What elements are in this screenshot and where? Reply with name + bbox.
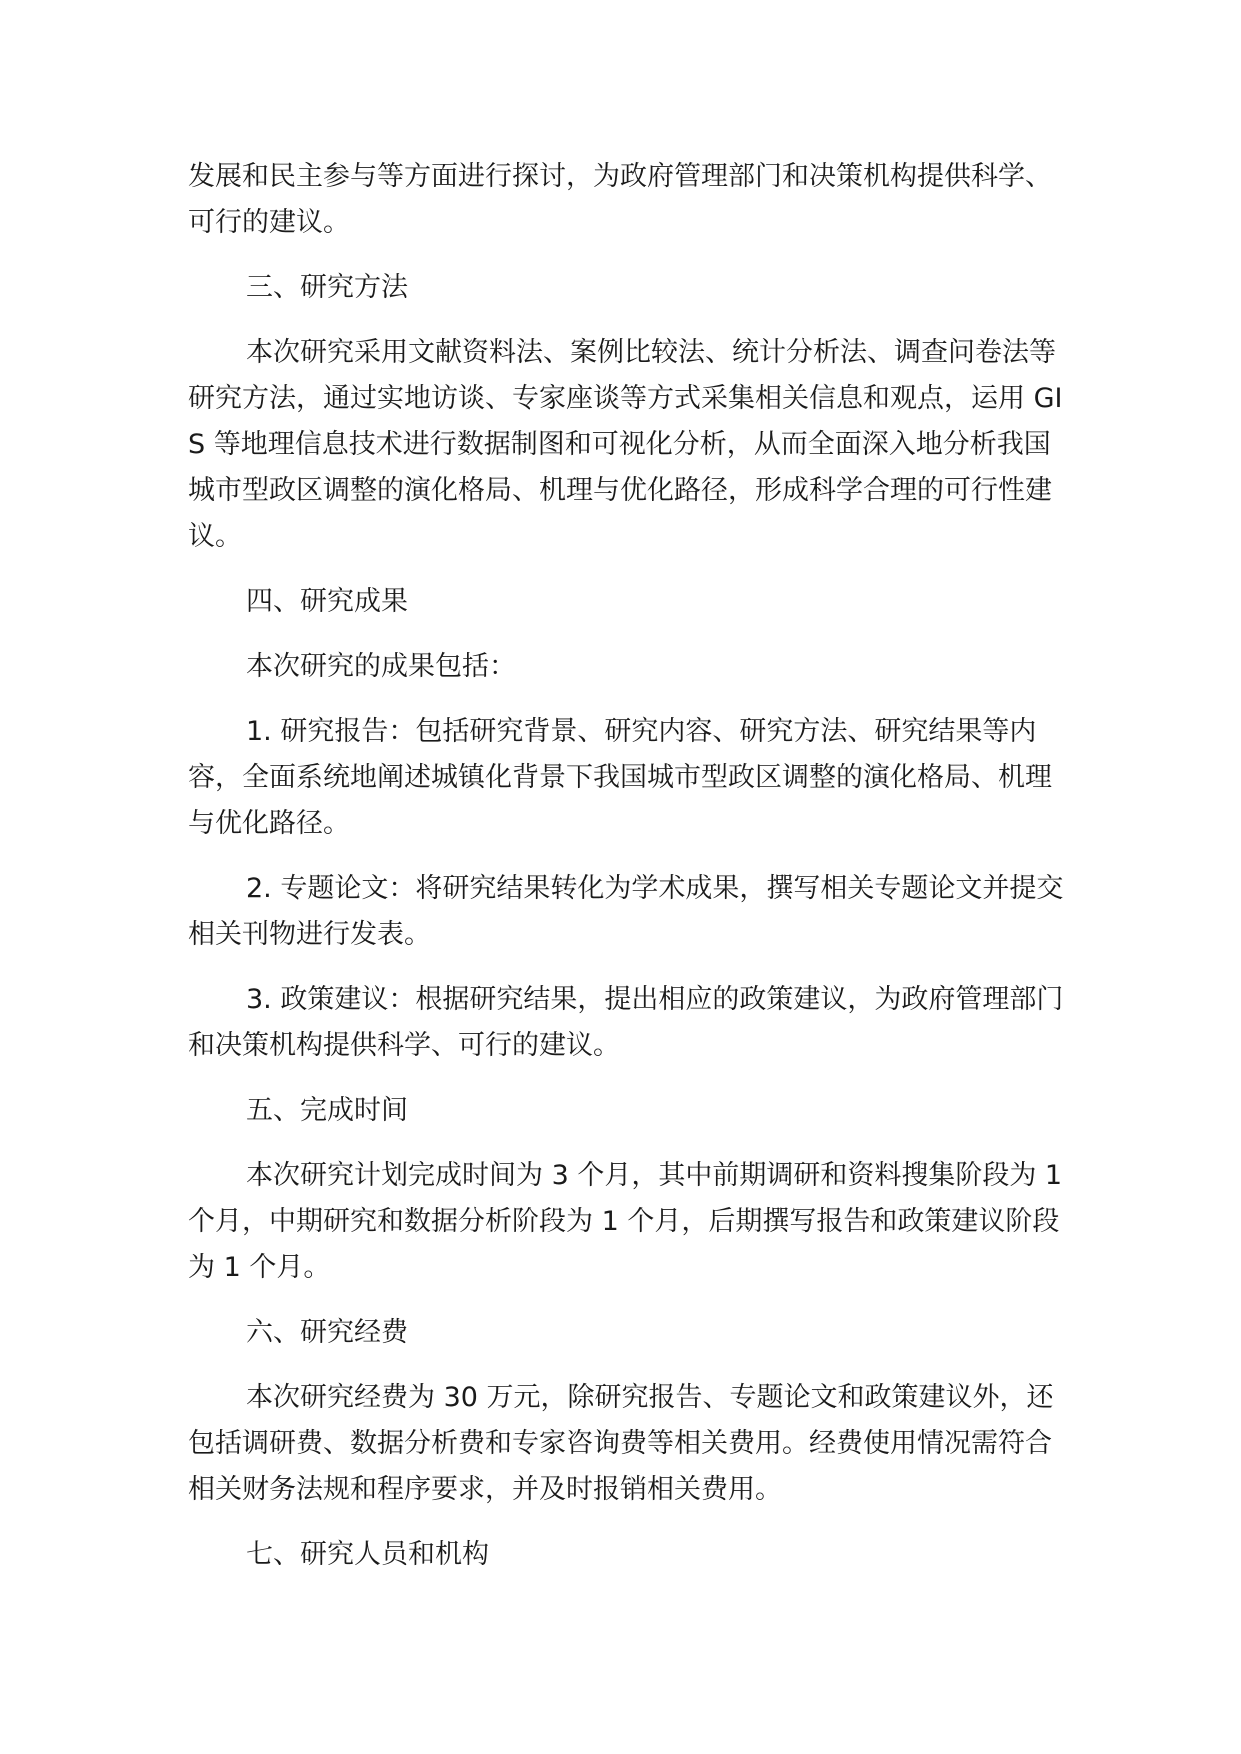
section-heading-funding: 六、研究经费 — [246, 1317, 408, 1348]
section-heading-personnel: 七、研究人员和机构 — [246, 1539, 489, 1570]
paragraph-result-policy: 3. 政策建议：根据研究结果，提出相应的政策建议，为政府管理部门和决策机构提供科学、可行的建议。 — [188, 984, 1064, 1061]
section-heading-results: 四、研究成果 — [246, 586, 408, 617]
paragraph-intro-continuation: 发展和民主参与等方面进行探讨，为政府管理部门和决策机构提供科学、可行的建议。 — [188, 161, 1052, 238]
paragraph-result-papers: 2. 专题论文：将研究结果转化为学术成果，撰写相关专题论文并提交相关刊物进行发表。 — [188, 873, 1064, 950]
paragraph-methods: 本次研究采用文献资料法、案例比较法、统计分析法、调查问卷法等研究方法，通过实地访谈、专家座谈等方式采集相关信息和观点，运用 GIS 等地理信息技术进行数据制图和可视化分析，从而全面深入地分析我国城市型政区调整的演化格局、机理与优化路径，形成科学合理的可行性建议。 — [188, 337, 1063, 552]
paragraph-result-report: 1. 研究报告：包括研究背景、研究内容、研究方法、研究结果等内容，全面系统地阐述城镇化背景下我国城市型政区调整的演化格局、机理与优化路径。 — [188, 716, 1052, 839]
document-body — [188, 154, 1068, 1597]
section-heading-timeline: 五、完成时间 — [246, 1095, 408, 1126]
section-heading-methods: 三、研究方法 — [246, 272, 408, 303]
paragraph-timeline: 本次研究计划完成时间为 3 个月，其中前期调研和资料搜集阶段为 1 个月，中期研究和数据分析阶段为 1 个月，后期撰写报告和政策建议阶段为 1 个月。 — [188, 1160, 1063, 1283]
paragraph-results-intro: 本次研究的成果包括： — [246, 651, 516, 682]
paragraph-funding: 本次研究经费为 30 万元，除研究报告、专题论文和政策建议外，还包括调研费、数据分析费和专家咨询费等相关费用。经费使用情况需符合相关财务法规和程序要求，并及时报销相关费用。 — [188, 1382, 1054, 1505]
